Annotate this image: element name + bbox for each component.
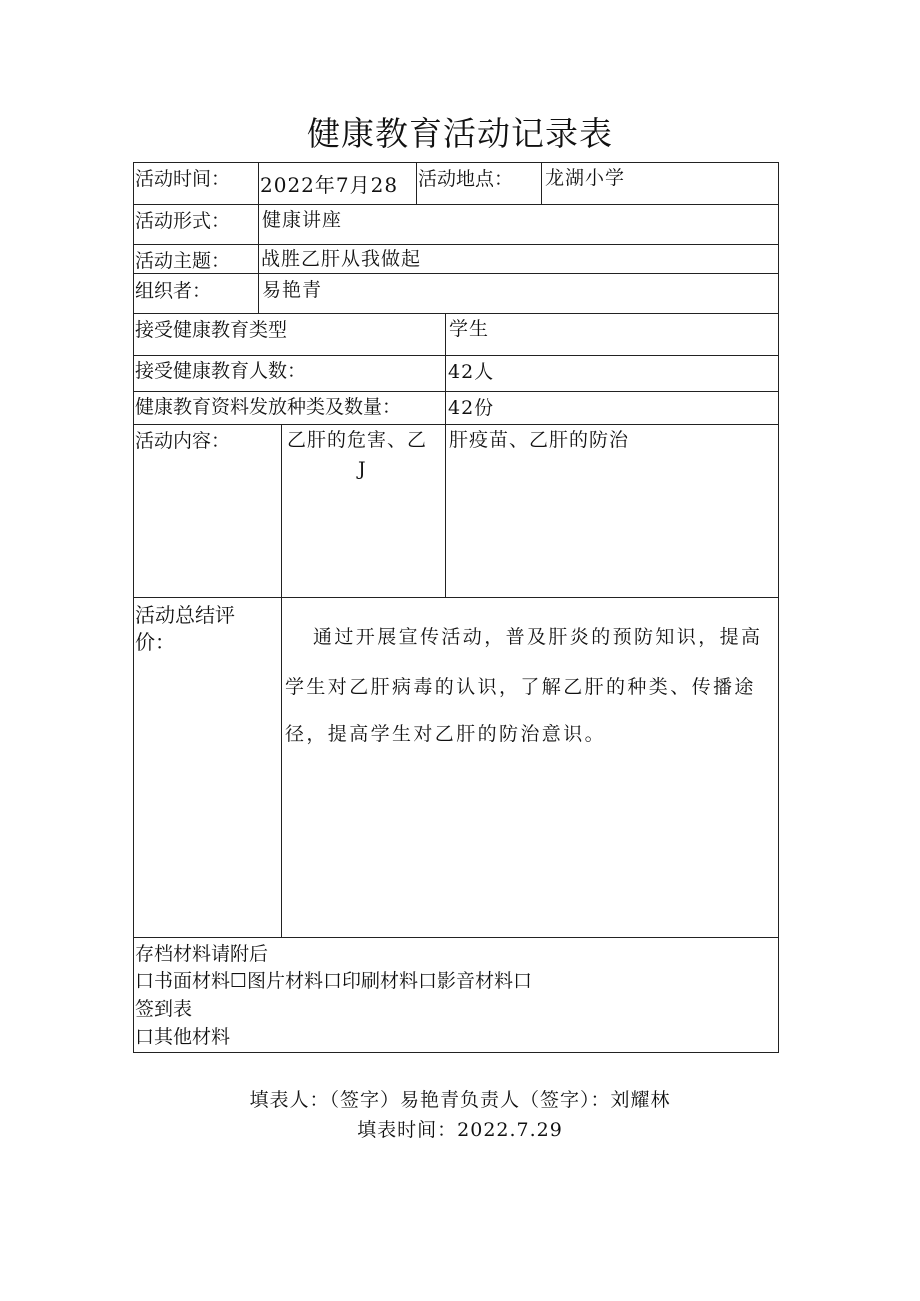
- footer-date: 填表时间：2022.7.29: [357, 1119, 563, 1141]
- table-border-left: [133, 162, 134, 1053]
- page-title: 健康教育活动记录表: [307, 114, 613, 153]
- education-type-label: 接受健康教育类型: [135, 319, 288, 341]
- summary-label-line-2: 价：: [135, 630, 175, 654]
- activity-place-value: 龙湖小学: [545, 167, 626, 189]
- archive-line-4: 口其他材料: [135, 1026, 231, 1048]
- content-value-part-a: 乙肝的危害、乙: [287, 429, 428, 451]
- column-divider: [416, 162, 417, 204]
- row-divider: [133, 597, 779, 598]
- archive-line-2: 口书面材料☐图片材料口印刷材料口影音材料口: [135, 970, 533, 992]
- row-divider: [133, 273, 779, 274]
- column-divider: [541, 162, 542, 204]
- education-count-value: 42人: [448, 361, 495, 383]
- summary-text-line-2: 学生对乙肝病毒的认识，了解乙肝的种类、传播途: [285, 676, 756, 698]
- materials-value: 42份: [448, 397, 495, 419]
- summary-text-line-3: 径，提高学生对乙肝的防治意识。: [285, 723, 607, 745]
- activity-theme-value: 战胜乙肝从我做起: [261, 248, 422, 270]
- organizer-label: 组织者：: [135, 280, 212, 302]
- activity-form-label: 活动形式：: [135, 210, 231, 232]
- table-border-bottom: [133, 1052, 779, 1053]
- summary-label-line-1: 活动总结评: [135, 603, 235, 627]
- education-type-value: 学生: [449, 318, 490, 340]
- column-divider: [258, 162, 259, 313]
- footer-signatures: 填表人：（签字）易艳青负责人（签字）：刘耀林: [249, 1089, 671, 1111]
- row-divider: [133, 244, 779, 245]
- activity-theme-label: 活动主题：: [135, 250, 231, 272]
- activity-time-value: 2022年7月28: [260, 173, 399, 197]
- education-count-label: 接受健康教育人数：: [135, 360, 307, 382]
- activity-time-label: 活动时间：: [135, 168, 231, 190]
- column-divider: [281, 424, 282, 937]
- summary-text-line-1: 通过开展宣传活动，普及肝炎的预防知识，提高: [313, 626, 763, 648]
- archive-line-1: 存档材料请附后: [135, 943, 269, 965]
- row-divider: [133, 313, 779, 314]
- activity-place-label: 活动地点：: [418, 168, 514, 190]
- organizer-value: 易艳青: [262, 279, 323, 301]
- archive-line-3: 签到表: [135, 998, 193, 1020]
- column-divider: [445, 313, 446, 597]
- row-divider: [133, 391, 779, 392]
- row-divider: [133, 204, 779, 205]
- materials-label: 健康教育资料发放种类及数量：: [135, 396, 402, 418]
- row-divider: [133, 355, 779, 356]
- row-divider: [133, 937, 779, 938]
- table-border-top: [133, 162, 779, 163]
- content-label: 活动内容：: [135, 430, 231, 452]
- activity-form-value: 健康讲座: [262, 209, 343, 231]
- content-value-part-b: J: [358, 458, 367, 480]
- content-value-part-c: 肝疫苗、乙肝的防治: [449, 429, 630, 451]
- row-divider: [133, 424, 779, 425]
- table-border-right: [778, 162, 779, 1053]
